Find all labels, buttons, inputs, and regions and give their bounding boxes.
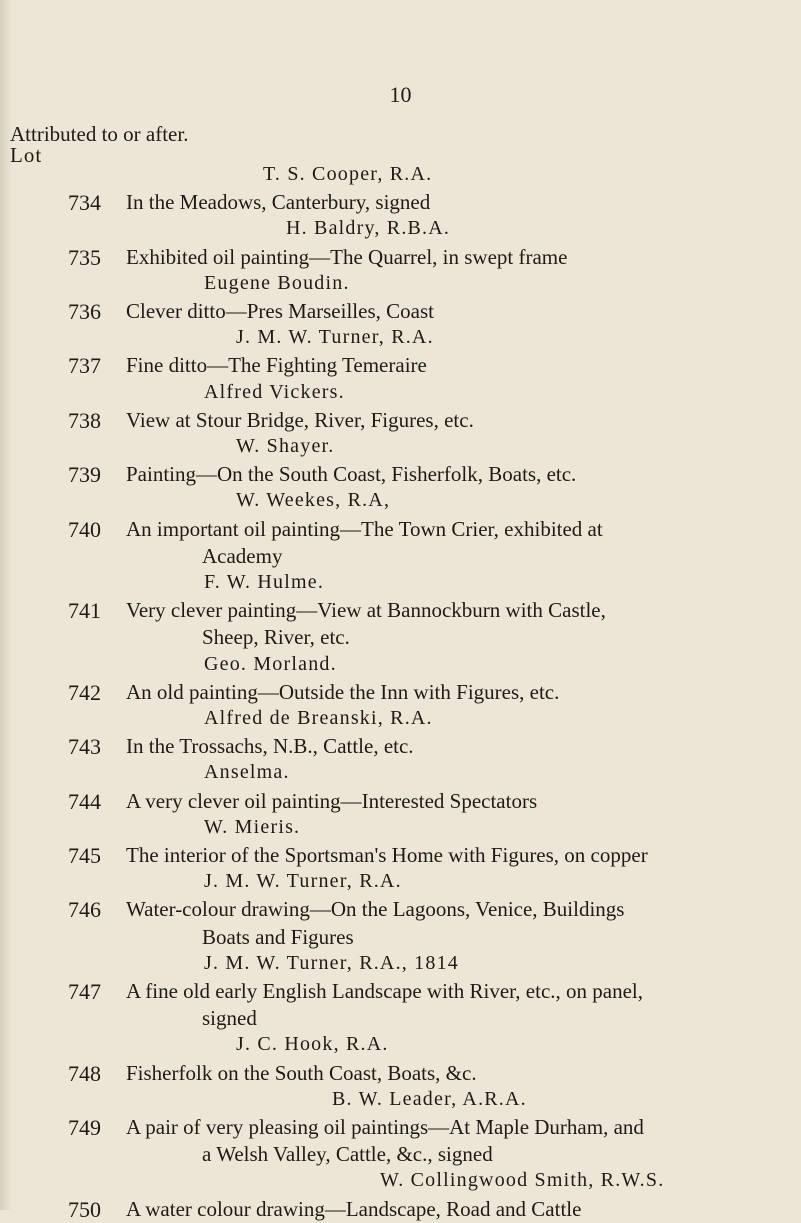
lot-artist: Geo. Morland.: [204, 652, 337, 675]
lot-artist: F. W. Hulme.: [204, 571, 325, 593]
lot-artist: W. Mieris.: [204, 815, 301, 838]
lot-number: 744: [68, 788, 101, 814]
lot-description: A very clever oil painting—Interested Spectators: [126, 788, 538, 813]
lot-description-continued: Boats and Figures: [202, 924, 354, 949]
lot-artist: B. W. Leader, A.R.A.: [332, 1087, 527, 1110]
lot-description: Fine ditto—The Fighting Temeraire: [126, 353, 427, 378]
page-edge-shadow: [0, 0, 12, 1210]
lot-artist: W. Weekes, R.A,: [236, 489, 391, 512]
lot-number: 743: [68, 734, 101, 760]
lot-description: Very clever painting—View at Bannockburn with Castle,: [126, 598, 606, 623]
lot-description: Painting—On the South Coast, Fisherfolk, Boats, etc.: [126, 462, 577, 487]
lot-artist: W. Shayer.: [236, 435, 335, 457]
lot-description: In the Trossachs, N.B., Cattle, etc.: [126, 734, 414, 759]
lot-artist: J. M. W. Turner, R.A., 1814: [204, 951, 459, 974]
lot-description: An old painting—Outside the Inn with Figures, etc.: [126, 679, 560, 704]
lot-description-continued: signed: [202, 1006, 257, 1031]
lot-artist: W. Collingwood Smith, R.W.S.: [380, 1169, 665, 1192]
lot-artist: T. S. Cooper, R.A.: [263, 163, 433, 185]
lot-artist: Alfred Vickers.: [204, 380, 345, 403]
lot-description: A fine old early English Landscape with River, etc., on panel,: [126, 979, 644, 1003]
lot-number: 750: [68, 1196, 101, 1222]
lot-description: View at Stour Bridge, River, Figures, etc.: [126, 407, 474, 432]
lot-column-label: Lot: [10, 143, 43, 167]
lot-artist: J. C. Hook, R.A.: [236, 1033, 389, 1056]
lot-number: 746: [68, 897, 101, 923]
lot-artist: Alfred de Breanski, R.A.: [204, 707, 433, 729]
lot-description: Clever ditto—Pres Marseilles, Coast: [126, 299, 434, 323]
lot-number: 740: [68, 516, 101, 542]
lot-description: A water colour drawing—Landscape, Road and Cattle: [126, 1196, 582, 1221]
lot-artist: Eugene Boudin.: [204, 271, 350, 294]
lot-artist: H. Baldry, R.B.A.: [286, 217, 451, 240]
lot-number: 745: [68, 843, 101, 868]
lot-description: Fisherfolk on the South Coast, Boats, &c.: [126, 1060, 477, 1085]
lot-description: An important oil painting—The Town Crier, exhibited at: [126, 516, 603, 541]
attributed-heading: Attributed to or after.: [10, 122, 189, 146]
lot-artist: Anselma.: [204, 761, 290, 784]
lot-description: The interior of the Sportsman's Home with Figures, on copper: [126, 843, 648, 867]
lot-description: In the Meadows, Canterbury, signed: [126, 190, 431, 215]
lot-artist: J. M. W. Turner, R.A.: [236, 326, 434, 349]
lot-number: 741: [68, 598, 101, 624]
lot-number: 738: [68, 407, 101, 433]
lot-description-continued: Academy: [202, 543, 283, 568]
lot-number: 747: [68, 979, 101, 1004]
lot-number: 737: [68, 353, 101, 379]
lot-artist: J. M. W. Turner, R.A.: [204, 870, 402, 893]
lot-number: 734: [68, 190, 101, 216]
lot-description-continued: Sheep, River, etc.: [202, 625, 350, 650]
lot-number: 735: [68, 244, 101, 270]
lot-description: Water-colour drawing—On the Lagoons, Venice, Buildings: [126, 897, 625, 922]
lot-description: A pair of very pleasing oil paintings—At Maple Durham, and: [126, 1115, 644, 1139]
lot-description-continued: a Welsh Valley, Cattle, &c., signed: [202, 1142, 493, 1167]
lot-number: 748: [68, 1060, 101, 1086]
lot-number: 749: [68, 1115, 101, 1140]
lot-number: 739: [68, 462, 101, 488]
lot-number: 742: [68, 679, 101, 705]
page-number: 10: [389, 82, 412, 107]
lot-description: Exhibited oil painting—The Quarrel, in swept frame: [126, 244, 568, 269]
lot-number: 736: [68, 299, 101, 324]
